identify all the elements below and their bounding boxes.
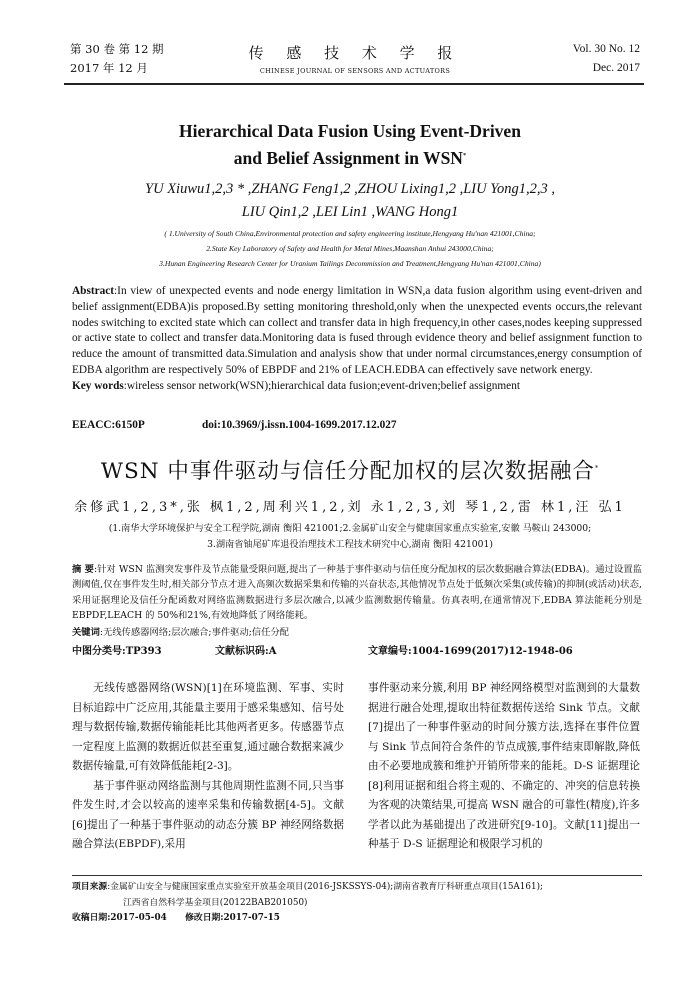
authors-en-line1: YU Xiuwu1,2,3 * ,ZHANG Feng1,2 ,ZHOU Lixing1,2 ,LIU Yong1,2,3 , — [145, 181, 555, 197]
paragraph: 基于事件驱动网络监测与其他周期性监测不同,只当事件发生时,才会以较高的速率采集和传输数据[4-5]。文献[6]提出了一种基于事件驱动的动态分簇 BP 神经网络数据融合算法(EBPDF),采用 — [72, 779, 344, 850]
authors-en-line2: LIU Qin1,2 ,LEI Lin1 ,WANG Hong1 — [241, 204, 459, 220]
keywords-en-label: Key words — [72, 379, 124, 392]
journal-name-en: CHINESE JOURNAL OF SENSORS AND ACTUATORS — [259, 67, 451, 75]
abstract-en — [72, 284, 642, 395]
journal-name-cn: 传 感 技 术 学 报 — [248, 44, 462, 62]
header-right — [573, 40, 640, 78]
volume-cn: 第 30 卷 第 12 期 — [70, 42, 164, 56]
affiliations-cn — [0, 521, 700, 553]
received-date: 收稿日期:2017-05-04 — [72, 913, 167, 923]
date-cn: 2017 年 12 月 — [70, 61, 148, 75]
keywords-cn-label: 关键词 — [72, 627, 100, 638]
keywords-cn-text: :无线传感器网络;层次融合;事件驱动;信任分配 — [99, 627, 290, 638]
date-en: Dec. 2017 — [592, 62, 640, 74]
affiliation-cn-1: (1.南华大学环境保护与安全工程学院,湖南 衡阳 421001;2.金属矿山安全与健康国家重点实验室,安徽 马鞍山 243000; — [108, 523, 592, 534]
affiliations-en — [60, 226, 640, 271]
abstract-cn-label: 摘 要 — [72, 564, 94, 575]
paragraph: 无线传感器网络(WSN)[1]在环境监测、军事、实时目标追踪中广泛应用,其能量主要用于感采集感知、信号处理与数据传输,数据传输能耗比其他两者更多。传感器节点一定程度上监测的数据近似甚至重复,通过融合数据来减少数据传输量,可有效降低能耗[2-3]。 — [72, 682, 344, 772]
header-rule — [64, 83, 644, 85]
document-code: 文献标识码:A — [215, 646, 277, 657]
keywords-cn — [72, 624, 289, 638]
funding-text: :金属矿山安全与健康国家重点实验室开放基金项目(2016-JSKSSYS-04);湖南省教育厅科研重点项目(15A161); — [107, 882, 543, 892]
abstract-en-text: :In view of unexpected events and node energy limitation in WSN,a data fusion algorithm using event-driven and belief assignment(EDBA)is proposed.By setting monitoring threshold,only when the unexpected events occurs,the relevant nodes switching to excited state which can collect and transfer data in high frequency,in other cases,nodes keeping suppressed or active state to collect and transfer data.Monitoring data is fused through evidence theory and belief assignment function to reduce the amount of transmitted data.Simulation and analysis show that under normal circumstances,energy consumption of EDBA algorithm are respectively 50% of EBPDF and 21% of LEACH.EDBA can effectively save network energy. — [72, 285, 642, 376]
title-en-line2: and Belief Assignment in WSN — [233, 148, 463, 168]
title-cn — [0, 454, 700, 485]
title-en-mark: * — [462, 152, 467, 160]
body-column-right — [368, 679, 640, 855]
abstract-cn-text: :针对 WSN 监测突发事件及节点能量受限问题,提出了一种基于事件驱动与信任度分配加权的层次数据融合算法(EDBA)。通过设置监测阈值,仅在事件发生时,相关部分节点才进入高频次数据采集和传输的兴奋状态,其他情况节点处于低频次采集(或传输)的抑制(或活动)状态,采用证据理论及信任分配函数对网络监测数据进行多层次融合,以减少监测数据传输量。仿真表明,在通常情况下,EDBA 算法能耗分别是 EBPDF,LEACH 的 50%和21%,有效地降低了网络能耗。 — [72, 564, 642, 621]
funding-text-2: 江西省自然科学基金项目(20122BAB201050) — [123, 897, 308, 908]
paragraph: 事件驱动来分簇,利用 BP 神经网络模型对监测到的大量数据进行融合处理,提取出特征数据传送给 Sink 节点。文献[7]提出了一种事件驱动的时间分簇方法,选择在事件位置与 Sink 节点间符合条件的节点成簇,事件结束即解散,降低由不必要地成簇和维护开销所带来的能耗。D-S 证据理论[8]利用证据和组合将主观的、不确定的、冲突的信息转换为客观的决策结果,可提高 WSN 融合的可靠性(精度),许多学者以此为基础提出了改进研究[9-10]。文献[11]提出一种基于 D-S 证据理论和极限学习机的 — [368, 682, 640, 850]
title-cn-text: WSN 中事件驱动与信任分配加权的层次数据融合 — [100, 459, 595, 484]
title-cn-mark: * — [594, 463, 600, 472]
footnote-rule — [72, 875, 642, 876]
authors-cn: 余修武1,2,3*,张 枫1,2,周利兴1,2,刘 永1,2,3,刘 琴1,2,雷 林1,汪 弘1 — [74, 500, 626, 515]
abstract-cn — [72, 562, 642, 623]
doi: doi:10.3969/j.issn.1004-1699.2017.12.027 — [202, 419, 397, 431]
article-number: 文章编号:1004-1699(2017)12-1948-06 — [368, 646, 573, 657]
funding-label: 项目来源 — [72, 882, 108, 892]
title-en — [0, 118, 700, 172]
affiliation-en-1: ( 1.University of South China,Environmental protection and safety engineering institute,Hengyang Hu'nan 421001,China; — [164, 229, 536, 238]
abstract-en-label: Abstract — [72, 285, 115, 297]
header-center — [70, 42, 640, 75]
authors-en — [60, 178, 640, 224]
footnote — [72, 880, 642, 927]
clc-number: 中图分类号:TP393 — [72, 646, 162, 657]
affiliation-en-2: 2.State Key Laboratory of Safety and Health for Metal Mines,Maanshan Anhui 243000,China; — [206, 244, 494, 253]
affiliation-cn-2: 3.湖南省铀尾矿库退役治理技术工程技术研究中心,湖南 衡阳 421001) — [207, 539, 493, 550]
revised-date: 修改日期:2017-07-15 — [185, 913, 280, 923]
volume-en: Vol. 30 No. 12 — [572, 43, 640, 55]
affiliation-en-3: 3.Hunan Engineering Research Center for Uranium Tailings Decommission and Treatment,Hengyang Hu'nan 421001,China) — [159, 259, 541, 268]
title-en-line1: Hierarchical Data Fusion Using Event-Driven — [179, 121, 521, 141]
keywords-en: :wireless sensor network(WSN);hierarchical data fusion;event-driven;belief assignment — [123, 379, 520, 392]
eacc-code: EEACC:6150P — [72, 419, 145, 431]
body-column-left — [72, 679, 344, 855]
